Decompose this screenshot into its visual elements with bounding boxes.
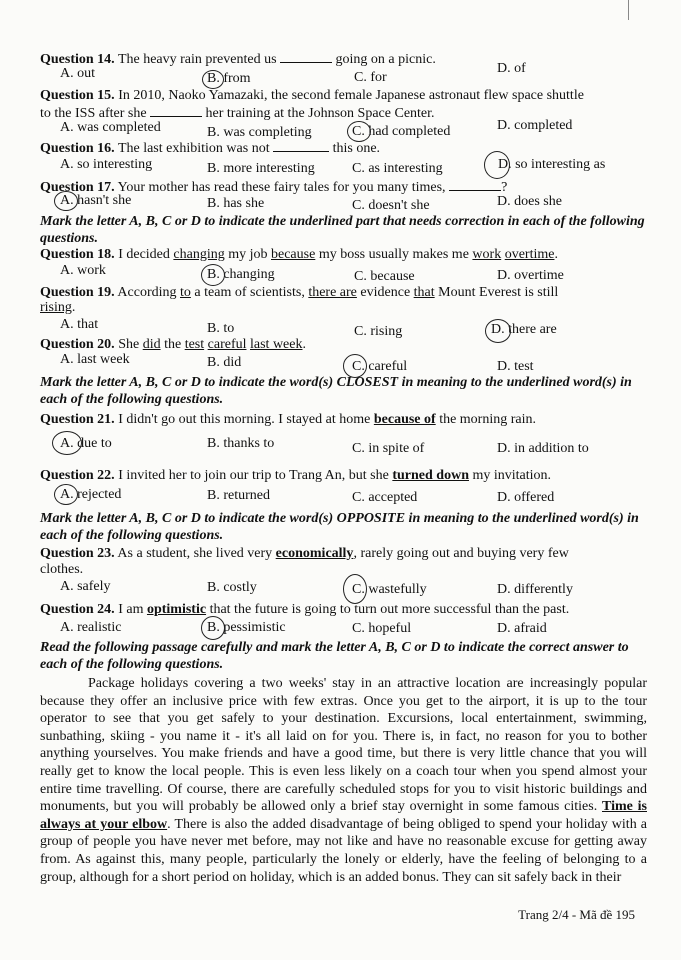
answer-circle-mark [201,264,225,286]
q24-option-b: B. pessimistic [207,620,286,635]
q14-option-b: B. from [207,71,251,86]
question-20: Question 20. She did the test careful last week. [40,337,306,352]
q20-option-b: B. did [207,355,242,370]
q16-option-d: D. so interesting as [498,157,606,172]
q16-option-c: C. as interesting [352,161,443,176]
question-22: Question 22. I invited her to join our trip to Trang An, but she turned down my invitation. [40,468,552,483]
q24-option-a: A. realistic [60,620,122,635]
q15-option-d: D. completed [497,118,573,133]
q21-option-d: D. in addition to [497,441,589,456]
question-23: Question 23. As a student, she lived very economically, rarely going out and buying very few [40,546,569,561]
q15-option-c: C. had completed [352,124,451,139]
q17-option-b: B. has she [207,196,265,211]
question-21: Question 21. I didn't go out this morning. I stayed at home because of the morning rain. [40,412,536,427]
passage-paragraph: Package holidays covering a two weeks' stay in an attractive location are increasingly popular because they offer an inclusive price with few extras. Once you get to the airport, it is up to the tour operator to see that you get safely to your destination. Excursions, local entertainment, swimming, sunbathing, skiing - you name it - it's all laid on for you. There is, in fact, no reason for you to bother anything yourselves. You make friends and have a good time, but there is very little chance that you will really get to know the local people. This is even less likely on a coach tour when you spend almost your entire time travelling. Of course, there are carefully scheduled stops for you to visit historic buildings and monuments, but you will probably be allowed only a brief stay overnight in some famous cities. Time is always at your elbow. There is also the added disadvantage of being obliged to spend your holiday with a group of people you have never met before, may not like and have no reasonable excuse for getting away from. As against this, many people, particularly the lonely or elderly, have the feeling of belonging to a group, although for a short period on holiday, which is an added bonus. They can sit safely back in their [40,676,647,885]
q19-option-d: D. there are [491,322,557,337]
question-17: Question 17. Your mother has read these fairy tales for you many times, ? [40,180,508,195]
q22-option-c: C. accepted [352,490,418,505]
q23-option-b: B. costly [207,580,257,595]
q19-option-c: C. rising [354,324,403,339]
q17-option-d: D. does she [497,194,562,209]
instruction-reading-passage: Read the following passage carefully and mark the letter A, B, C or D to indicate the correct answer to each of the following questions. [40,640,629,672]
answer-blank [150,104,202,117]
q16-option-a: A. so interesting [60,157,153,172]
answer-blank [273,139,329,152]
answer-circle-mark [54,484,78,505]
question-19: Question 19. According to a team of scientists, there are evidence that Mount Everest is still [40,285,559,300]
question-14: Question 14. The heavy rain prevented us going on a picnic. [40,52,436,67]
question-15-line-2: to the ISS after she her training at the Johnson Space Center. [40,106,435,121]
q22-option-b: B. returned [207,488,270,503]
q17-option-a: A. hasn't she [60,193,132,208]
instruction-error-identification: Mark the letter A, B, C or D to indicate the underlined part that needs correction in each of the following questions. [40,214,645,246]
q14-option-c: C. for [354,70,387,85]
q23-option-d: D. differently [497,582,573,597]
q20-option-a: A. last week [60,352,130,367]
q19-option-a: A. that [60,317,99,332]
q20-option-c: C. careful [352,359,408,374]
page-footer: Trang 2/4 - Mã đề 195 [518,907,635,922]
q19-option-b: B. to [207,321,235,336]
q22-option-a: A. rejected [60,487,122,502]
q18-option-a: A. work [60,263,106,278]
answer-circle-mark [343,574,367,604]
answer-circle-mark [202,70,224,89]
question-15: Question 15. In 2010, Naoko Yamazaki, the second female Japanese astronaut flew space shuttle [40,88,584,103]
passage-underlined-phrase: Time is always at your elbow [40,799,647,832]
q17-option-c: C. doesn't she [352,198,430,213]
q22-option-d: D. offered [497,490,555,505]
question-19-line-2: rising. [40,300,76,315]
q21-option-c: C. in spite of [352,441,425,456]
question-16: Question 16. The last exhibition was not this one. [40,141,381,156]
answer-circle-mark [52,431,82,455]
page-edge-line [628,0,629,20]
q18-option-b: B. changing [207,267,275,282]
question-24: Question 24. I am optimistic that the future is going to turn out more successful than the past. [40,602,570,617]
answer-circle-mark [484,151,510,179]
q16-option-b: B. more interesting [207,161,315,176]
instruction-opposite-meaning: Mark the letter A, B, C or D to indicate the word(s) OPPOSITE in meaning to the underlined word(s) in each of the following questions. [40,511,639,543]
q14-option-a: A. out [60,66,95,81]
q24-option-c: C. hopeful [352,621,412,636]
q23-option-c: C. wastefully [352,582,427,597]
q14-option-d: D. of [497,61,526,76]
q21-option-a: A. due to [60,436,112,451]
q21-option-b: B. thanks to [207,436,275,451]
q15-option-a: A. was completed [60,120,161,135]
reading-passage [40,675,647,886]
answer-circle-mark [54,191,78,211]
answer-blank [449,178,501,191]
q15-option-b: B. was completing [207,125,312,140]
q24-option-d: D. afraid [497,621,547,636]
answer-circle-mark [201,616,225,640]
q20-option-d: D. test [497,359,534,374]
q18-option-d: D. overtime [497,268,564,283]
q23-option-a: A. safely [60,579,111,594]
instruction-closest-meaning: Mark the letter A, B, C or D to indicate the word(s) CLOSEST in meaning to the underlined word(s) in each of the following questions. [40,375,632,407]
q18-option-c: C. because [354,269,415,284]
question-23-line-2: clothes. [40,562,84,577]
question-18: Question 18. I decided changing my job because my boss usually makes me work overtime. [40,247,558,262]
answer-blank [280,50,332,63]
